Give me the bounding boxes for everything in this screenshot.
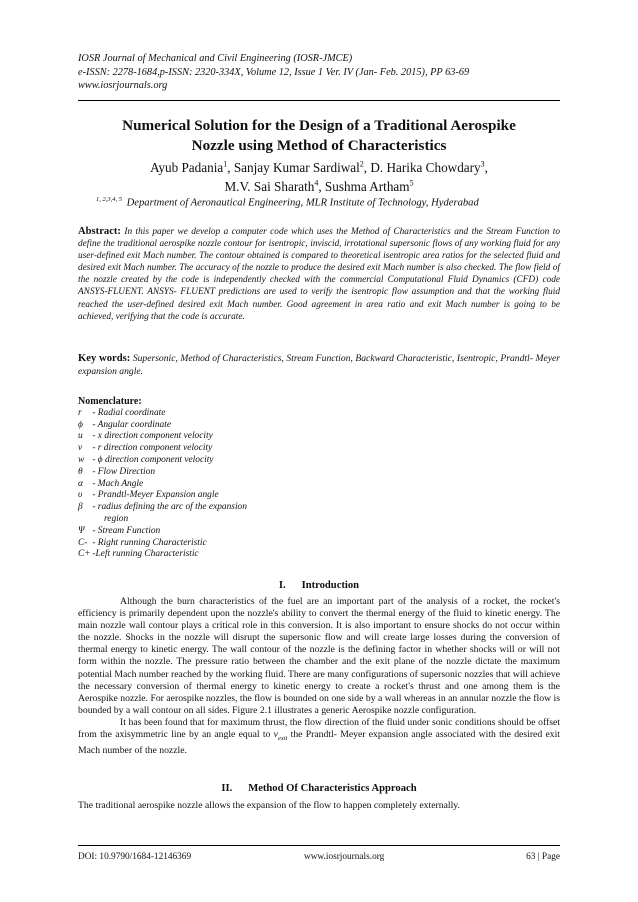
nomenclature-item: [78, 467, 378, 479]
nomenclature-item: [78, 514, 378, 526]
nomenclature-item: [78, 408, 378, 420]
affiliation-index: 1, 2,3,4, 5: [96, 196, 122, 203]
keywords: [78, 352, 560, 378]
nomenclature-symbol: ϕ: [78, 419, 83, 430]
nomenclature-symbol: u: [78, 431, 83, 442]
section-heading-introduction: I. Introduction: [278, 580, 360, 591]
author-name: , Sanjay Kumar Sardiwal: [227, 160, 360, 175]
nomenclature-item: [78, 502, 378, 514]
introduction-body: [78, 596, 560, 757]
nomenclature-desc: - r direction component velocity: [92, 443, 213, 454]
nomenclature-symbol: θ: [78, 466, 83, 477]
keywords-text: Supersonic, Method of Characteristics, Stream Function, Backward Characteristic, Isentropic, Prandtl- Meyer expansion angle.: [78, 353, 560, 377]
nomenclature-desc: region: [104, 513, 129, 524]
paper-page: [78, 0, 560, 902]
nomenclature-item: [78, 455, 378, 467]
author-line-2: [78, 177, 560, 196]
nomenclature-symbol: α: [78, 478, 83, 489]
nomenclature-desc: - Radial coordinate: [92, 407, 166, 418]
footer-doi: DOI: 10.9790/1684-12146369: [78, 852, 192, 862]
nomenclature-desc: - Prandtl-Meyer Expansion angle: [92, 490, 219, 501]
author-name: , D. Harika Chowdary: [363, 160, 481, 175]
footer-site[interactable]: www.iosrjournals.org: [304, 852, 385, 862]
moc-paragraph-1: The traditional aerospike nozzle allows the expansion of the flow to happen completely externally.: [78, 800, 460, 811]
author-list: [78, 158, 560, 196]
nomenclature-desc: - ϕ direction component velocity: [92, 454, 214, 465]
nomenclature-symbol: C-: [78, 537, 88, 548]
author-name: Ayub Padania: [150, 160, 224, 175]
abstract: [78, 226, 560, 323]
author-name: M.V. Sai Sharath: [224, 179, 315, 194]
author-name: , Sushma Artham: [318, 179, 410, 194]
nomenclature-desc: - Flow Direction: [92, 466, 156, 477]
nomenclature-desc: - Right running Characteristic: [92, 537, 207, 548]
title-line-1: Numerical Solution for the Design of a Traditional Aerospike: [122, 117, 516, 134]
author-index: 5: [409, 178, 414, 188]
nomenclature-symbol: Ψ: [78, 525, 85, 536]
nomenclature-desc: - Angular coordinate: [92, 419, 171, 430]
nomenclature-item: [78, 431, 378, 443]
nomenclature-desc: - radius defining the arc of the expansion: [92, 502, 247, 513]
nomenclature-desc: - Stream Function: [92, 525, 161, 536]
author-line-1: Ayub Padania$^1$, Sanjay Kumar Sardiwal$^2$, D. Harika Chowdary$^3$,: [150, 159, 488, 175]
nu-symbol: ν: [273, 729, 278, 741]
nomenclature-desc: - Mach Angle: [92, 478, 144, 489]
nomenclature-symbol: β: [78, 502, 83, 513]
nomenclature-item: [78, 549, 378, 561]
author-index: 1: [223, 159, 228, 169]
nu-subscript: exit: [277, 734, 288, 742]
nomenclature-item: [78, 490, 378, 502]
journal-name: IOSR Journal of Mechanical and Civil Engineering (IOSR-JMCE): [78, 53, 353, 64]
nomenclature-symbol: w: [78, 454, 85, 465]
nomenclature-symbol: C+: [78, 549, 91, 560]
introduction-paragraph-1: Although the burn characteristics of the fuel are an important part of the analysis of a rocket, the rocket's efficiency is primarily dependent upon the nozzle's ability to convert the thermal energy of the fluid to kinetic energy. The main nozzle wall contour plays a critical role in this conversion. It is also important to ensure shocks do not occur within the nozzle. Shocks in the nozzle will disrupt the supersonic flow and will create large losses during the conversion of thermal energy to kinetic energy. The wall contour of the nozzle is the defining factor in whether shocks will or will not form within the nozzle. The pressure ratio between the chamber and the exit plane of the nozzle dictate the maximum potential Mach number reached by the working fluid. There are many configurations of supersonic nozzles that will achieve the necessary conversion of thermal energy to kinetic energy to create a rocket's thrust and one among them is the Aerospike nozzle. For aerospike nozzles, the flow is bounded on one side by a wall whereas in an annular nozzle the flow is bounded by a wall contour on all sides. Figure 2.1 illustrates a generic Aerospike nozzle configuration.: [78, 596, 560, 716]
nomenclature-item: [78, 538, 378, 550]
author-index: 4: [314, 178, 319, 188]
introduction-paragraph-2: It has been found that for maximum thrust, the flow direction of the fluid under sonic conditions should be offset from the axisymmetric line by an angle equal to $\nu_{exit}$ the Prandtl- Meyer expansion angle associated with the desired exit Mach number of the nozzle.: [78, 716, 560, 757]
nomenclature-desc: - x direction component velocity: [92, 431, 213, 442]
footer-rule: [78, 845, 560, 846]
author-index: 3: [480, 159, 485, 169]
nomenclature-symbol: r: [78, 407, 82, 418]
affiliation-text: Department of Aeronautical Engineering, MLR Institute of Technology, Hyderabad: [126, 197, 479, 209]
nomenclature-symbol: v: [78, 443, 83, 454]
nomenclature-desc: -Left running Characteristic: [92, 549, 199, 560]
abstract-label: Abstract:: [78, 226, 121, 237]
journal-header: [78, 52, 560, 93]
nomenclature-item: [78, 479, 378, 491]
header-rule: [78, 100, 560, 101]
journal-issn: e-ISSN: 2278-1684,p-ISSN: 2320-334X, Volume 12, Issue 1 Ver. IV (Jan- Feb. 2015), PP 63-69: [78, 66, 470, 78]
nomenclature-symbol: υ: [78, 490, 83, 501]
affiliation: [96, 196, 560, 209]
author-index: 2: [359, 159, 364, 169]
paper-title: [78, 116, 560, 156]
nomenclature-heading: Nomenclature:: [78, 396, 142, 407]
nomenclature-item: [78, 443, 378, 455]
title-line-2: Nozzle using Method of Characteristics: [191, 137, 447, 154]
section-heading-moc: II. Method Of Characteristics Approach: [221, 783, 417, 794]
nomenclature-item: [78, 526, 378, 538]
journal-url[interactable]: www.iosrjournals.org: [78, 80, 168, 92]
nomenclature: [78, 396, 378, 561]
keywords-label: Key words:: [78, 353, 131, 364]
abstract-text: In this paper we develop a computer code which uses the Method of Characteristics and the Stream Function to define the traditional aerospike nozzle contour for isentropic, inviscid, irrotational supersonic flows of any working fluid for any user-defined exit Mach number. The contour obtained is compared to theoretical isentropic area ratios for the selected fluid and desired exit Mach number. The accuracy of the nozzle to produce the desired exit Mach number is also checked. The flow field of the nozzle created by the code is independently checked with the commercial Computational Fluid Dynamics (CFD) code ANSYS-FLUENT. ANSYS- FLUENT predictions are used to verify the isentropic flow assumption and that the working fluid reached the user-defined desired exit Mach number. Good agreement in area ratio and exit Mach number is going to be achieved, verifying that the code is accurate.: [78, 227, 560, 322]
footer-page-number: 63 | Page: [526, 852, 560, 862]
nomenclature-item: [78, 420, 378, 432]
